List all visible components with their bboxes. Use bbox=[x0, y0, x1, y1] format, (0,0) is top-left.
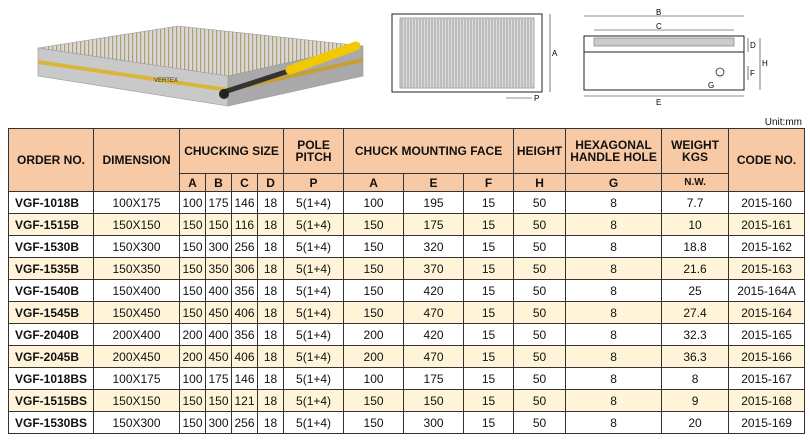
col-chucking-size: CHUCKING SIZE bbox=[180, 129, 284, 174]
cell-pole-pitch: 5(1+4) bbox=[284, 412, 344, 434]
cell-mf-e: 420 bbox=[404, 280, 464, 302]
cell-mf-f: 15 bbox=[464, 368, 514, 390]
cell-mf-e: 150 bbox=[404, 390, 464, 412]
dim-p-label: P bbox=[534, 94, 540, 103]
cell-mf-a: 150 bbox=[344, 214, 404, 236]
dim-g-label: G bbox=[708, 81, 715, 90]
sub-mf-a: A bbox=[344, 174, 404, 192]
cell-mf-e: 420 bbox=[404, 324, 464, 346]
cell-cs-c: 256 bbox=[232, 236, 258, 258]
cell-height: 50 bbox=[514, 324, 566, 346]
table-row bbox=[9, 302, 805, 324]
dim-a-label: A bbox=[552, 49, 558, 58]
cell-cs-a: 200 bbox=[180, 324, 206, 346]
cell-cs-b: 175 bbox=[206, 192, 232, 214]
unit-label: Unit:mm bbox=[764, 117, 802, 128]
cell-pole-pitch: 5(1+4) bbox=[284, 390, 344, 412]
dim-b-label: B bbox=[656, 8, 662, 17]
cell-pole-pitch: 5(1+4) bbox=[284, 302, 344, 324]
cell-dimension: 150X150 bbox=[94, 390, 180, 412]
cell-mf-f: 15 bbox=[464, 280, 514, 302]
sub-mf-f: F bbox=[464, 174, 514, 192]
cell-cs-d: 18 bbox=[258, 324, 284, 346]
cell-cs-c: 146 bbox=[232, 192, 258, 214]
table-row bbox=[9, 368, 805, 390]
cell-cs-d: 18 bbox=[258, 192, 284, 214]
cell-cs-c: 406 bbox=[232, 302, 258, 324]
brand-logo: VERTEX bbox=[154, 78, 178, 84]
table-row bbox=[9, 346, 805, 368]
cell-height: 50 bbox=[514, 390, 566, 412]
cell-mf-f: 15 bbox=[464, 192, 514, 214]
cell-order-no: VGF-2045B bbox=[9, 346, 94, 368]
cell-weight: 25 bbox=[662, 280, 729, 302]
sub-mf-e: E bbox=[404, 174, 464, 192]
cell-pole-pitch: 5(1+4) bbox=[284, 192, 344, 214]
product-photo bbox=[28, 18, 368, 116]
cell-order-no: VGF-1530B bbox=[9, 236, 94, 258]
cell-hex-g: 8 bbox=[566, 412, 662, 434]
cell-height: 50 bbox=[514, 302, 566, 324]
cell-code-no: 2015-164 bbox=[729, 302, 805, 324]
cell-cs-b: 400 bbox=[206, 324, 232, 346]
cell-mf-e: 175 bbox=[404, 214, 464, 236]
cell-hex-g: 8 bbox=[566, 302, 662, 324]
side-view-drawing bbox=[570, 8, 770, 108]
table-row bbox=[9, 390, 805, 412]
cell-cs-a: 150 bbox=[180, 258, 206, 280]
cell-cs-d: 18 bbox=[258, 302, 284, 324]
col-height: HEIGHT bbox=[514, 129, 566, 174]
cell-mf-e: 195 bbox=[404, 192, 464, 214]
cell-pole-pitch: 5(1+4) bbox=[284, 214, 344, 236]
cell-height: 50 bbox=[514, 368, 566, 390]
cell-weight: 8 bbox=[662, 368, 729, 390]
cell-order-no: VGF-1535B bbox=[9, 258, 94, 280]
cell-weight: 9 bbox=[662, 390, 729, 412]
cell-hex-g: 8 bbox=[566, 280, 662, 302]
cell-hex-g: 8 bbox=[566, 368, 662, 390]
cell-cs-d: 18 bbox=[258, 346, 284, 368]
cell-mf-f: 15 bbox=[464, 390, 514, 412]
cell-weight: 32.3 bbox=[662, 324, 729, 346]
col-pole-pitch: POLE PITCH bbox=[284, 129, 344, 174]
cell-weight: 20 bbox=[662, 412, 729, 434]
cell-mf-a: 100 bbox=[344, 368, 404, 390]
sub-nw: N.W. bbox=[662, 174, 729, 192]
cell-pole-pitch: 5(1+4) bbox=[284, 346, 344, 368]
cell-pole-pitch: 5(1+4) bbox=[284, 258, 344, 280]
cell-code-no: 2015-161 bbox=[729, 214, 805, 236]
col-code-no: CODE NO. bbox=[729, 129, 805, 192]
sub-g: G bbox=[566, 174, 662, 192]
dim-d-label: D bbox=[750, 41, 756, 50]
dim-h-label: H bbox=[762, 59, 768, 68]
cell-hex-g: 8 bbox=[566, 390, 662, 412]
sub-cs-d: D bbox=[258, 174, 284, 192]
cell-order-no: VGF-1530BS bbox=[9, 412, 94, 434]
cell-cs-d: 18 bbox=[258, 368, 284, 390]
cell-mf-a: 150 bbox=[344, 302, 404, 324]
cell-cs-a: 150 bbox=[180, 236, 206, 258]
sub-pp-p: P bbox=[284, 174, 344, 192]
cell-cs-c: 356 bbox=[232, 324, 258, 346]
cell-hex-g: 8 bbox=[566, 258, 662, 280]
table-row bbox=[9, 192, 805, 214]
sub-cs-c: C bbox=[232, 174, 258, 192]
col-hex-hole: HEXAGONAL HANDLE HOLE bbox=[566, 129, 662, 174]
cell-mf-e: 320 bbox=[404, 236, 464, 258]
cell-cs-b: 350 bbox=[206, 258, 232, 280]
sub-cs-a: A bbox=[180, 174, 206, 192]
cell-cs-b: 150 bbox=[206, 214, 232, 236]
table-row bbox=[9, 280, 805, 302]
cell-pole-pitch: 5(1+4) bbox=[284, 236, 344, 258]
spec-table bbox=[8, 128, 805, 434]
cell-dimension: 200X450 bbox=[94, 346, 180, 368]
cell-cs-c: 116 bbox=[232, 214, 258, 236]
cell-cs-b: 400 bbox=[206, 280, 232, 302]
cell-mf-e: 370 bbox=[404, 258, 464, 280]
cell-hex-g: 8 bbox=[566, 324, 662, 346]
cell-cs-c: 256 bbox=[232, 412, 258, 434]
table-row bbox=[9, 412, 805, 434]
cell-order-no: VGF-1540B bbox=[9, 280, 94, 302]
cell-cs-c: 356 bbox=[232, 280, 258, 302]
cell-pole-pitch: 5(1+4) bbox=[284, 368, 344, 390]
cell-hex-g: 8 bbox=[566, 346, 662, 368]
cell-mf-f: 15 bbox=[464, 258, 514, 280]
cell-cs-b: 150 bbox=[206, 390, 232, 412]
cell-code-no: 2015-164A bbox=[729, 280, 805, 302]
cell-dimension: 150X300 bbox=[94, 236, 180, 258]
cell-cs-c: 306 bbox=[232, 258, 258, 280]
dim-c-label: C bbox=[656, 22, 662, 31]
cell-mf-a: 150 bbox=[344, 258, 404, 280]
cell-height: 50 bbox=[514, 412, 566, 434]
cell-pole-pitch: 5(1+4) bbox=[284, 324, 344, 346]
dim-e-label: E bbox=[656, 98, 662, 107]
cell-weight: 18.8 bbox=[662, 236, 729, 258]
cell-height: 50 bbox=[514, 236, 566, 258]
cell-dimension: 200X400 bbox=[94, 324, 180, 346]
cell-height: 50 bbox=[514, 346, 566, 368]
cell-cs-a: 100 bbox=[180, 368, 206, 390]
cell-cs-a: 150 bbox=[180, 280, 206, 302]
cell-mf-a: 150 bbox=[344, 390, 404, 412]
cell-dimension: 150X350 bbox=[94, 258, 180, 280]
cell-mf-e: 470 bbox=[404, 346, 464, 368]
cell-mf-e: 175 bbox=[404, 368, 464, 390]
cell-height: 50 bbox=[514, 258, 566, 280]
cell-cs-a: 150 bbox=[180, 302, 206, 324]
cell-weight: 10 bbox=[662, 214, 729, 236]
cell-mf-f: 15 bbox=[464, 302, 514, 324]
cell-cs-d: 18 bbox=[258, 258, 284, 280]
dim-f-label: F bbox=[750, 69, 755, 78]
cell-mf-a: 200 bbox=[344, 324, 404, 346]
cell-hex-g: 8 bbox=[566, 214, 662, 236]
cell-cs-d: 18 bbox=[258, 390, 284, 412]
table-row bbox=[9, 236, 805, 258]
col-weight: WEIGHT KGS bbox=[662, 129, 729, 174]
col-mounting-face: CHUCK MOUNTING FACE bbox=[344, 129, 514, 174]
cell-dimension: 100X175 bbox=[94, 192, 180, 214]
cell-code-no: 2015-163 bbox=[729, 258, 805, 280]
cell-dimension: 100X175 bbox=[94, 368, 180, 390]
cell-height: 50 bbox=[514, 280, 566, 302]
cell-mf-f: 15 bbox=[464, 324, 514, 346]
cell-order-no: VGF-1515BS bbox=[9, 390, 94, 412]
cell-cs-d: 18 bbox=[258, 236, 284, 258]
cell-code-no: 2015-167 bbox=[729, 368, 805, 390]
cell-cs-a: 150 bbox=[180, 412, 206, 434]
cell-dimension: 150X400 bbox=[94, 280, 180, 302]
cell-weight: 21.6 bbox=[662, 258, 729, 280]
cell-mf-a: 150 bbox=[344, 280, 404, 302]
cell-height: 50 bbox=[514, 192, 566, 214]
cell-mf-f: 15 bbox=[464, 412, 514, 434]
cell-code-no: 2015-169 bbox=[729, 412, 805, 434]
cell-dimension: 150X150 bbox=[94, 214, 180, 236]
cell-cs-b: 450 bbox=[206, 346, 232, 368]
cell-cs-a: 150 bbox=[180, 390, 206, 412]
cell-mf-f: 15 bbox=[464, 214, 514, 236]
cell-mf-a: 200 bbox=[344, 346, 404, 368]
cell-cs-d: 18 bbox=[258, 412, 284, 434]
cell-pole-pitch: 5(1+4) bbox=[284, 280, 344, 302]
cell-mf-a: 150 bbox=[344, 412, 404, 434]
cell-cs-b: 300 bbox=[206, 412, 232, 434]
cell-code-no: 2015-166 bbox=[729, 346, 805, 368]
cell-cs-b: 300 bbox=[206, 236, 232, 258]
cell-cs-c: 406 bbox=[232, 346, 258, 368]
cell-mf-f: 15 bbox=[464, 236, 514, 258]
cell-order-no: VGF-1515B bbox=[9, 214, 94, 236]
cell-order-no: VGF-2040B bbox=[9, 324, 94, 346]
cell-cs-b: 175 bbox=[206, 368, 232, 390]
cell-order-no: VGF-1545B bbox=[9, 302, 94, 324]
table-row bbox=[9, 324, 805, 346]
cell-weight: 7.7 bbox=[662, 192, 729, 214]
cell-weight: 36.3 bbox=[662, 346, 729, 368]
table-row bbox=[9, 214, 805, 236]
cell-cs-c: 146 bbox=[232, 368, 258, 390]
cell-cs-d: 18 bbox=[258, 214, 284, 236]
cell-mf-a: 100 bbox=[344, 192, 404, 214]
cell-height: 50 bbox=[514, 214, 566, 236]
cell-mf-a: 150 bbox=[344, 236, 404, 258]
cell-cs-a: 100 bbox=[180, 192, 206, 214]
cell-code-no: 2015-165 bbox=[729, 324, 805, 346]
cell-cs-b: 450 bbox=[206, 302, 232, 324]
cell-cs-c: 121 bbox=[232, 390, 258, 412]
cell-dimension: 150X300 bbox=[94, 412, 180, 434]
cell-order-no: VGF-1018BS bbox=[9, 368, 94, 390]
sub-cs-b: B bbox=[206, 174, 232, 192]
cell-mf-f: 15 bbox=[464, 346, 514, 368]
cell-weight: 27.4 bbox=[662, 302, 729, 324]
sub-h: H bbox=[514, 174, 566, 192]
table-row bbox=[9, 258, 805, 280]
cell-code-no: 2015-160 bbox=[729, 192, 805, 214]
cell-hex-g: 8 bbox=[566, 192, 662, 214]
col-order-no: ORDER NO. bbox=[9, 129, 94, 192]
col-dimension: DIMENSION bbox=[94, 129, 180, 192]
cell-cs-d: 18 bbox=[258, 280, 284, 302]
cell-mf-e: 470 bbox=[404, 302, 464, 324]
cell-cs-a: 200 bbox=[180, 346, 206, 368]
cell-dimension: 150X450 bbox=[94, 302, 180, 324]
cell-hex-g: 8 bbox=[566, 236, 662, 258]
cell-cs-a: 150 bbox=[180, 214, 206, 236]
cell-order-no: VGF-1018B bbox=[9, 192, 94, 214]
top-view-drawing bbox=[382, 8, 560, 108]
cell-code-no: 2015-168 bbox=[729, 390, 805, 412]
cell-code-no: 2015-162 bbox=[729, 236, 805, 258]
cell-mf-e: 300 bbox=[404, 412, 464, 434]
